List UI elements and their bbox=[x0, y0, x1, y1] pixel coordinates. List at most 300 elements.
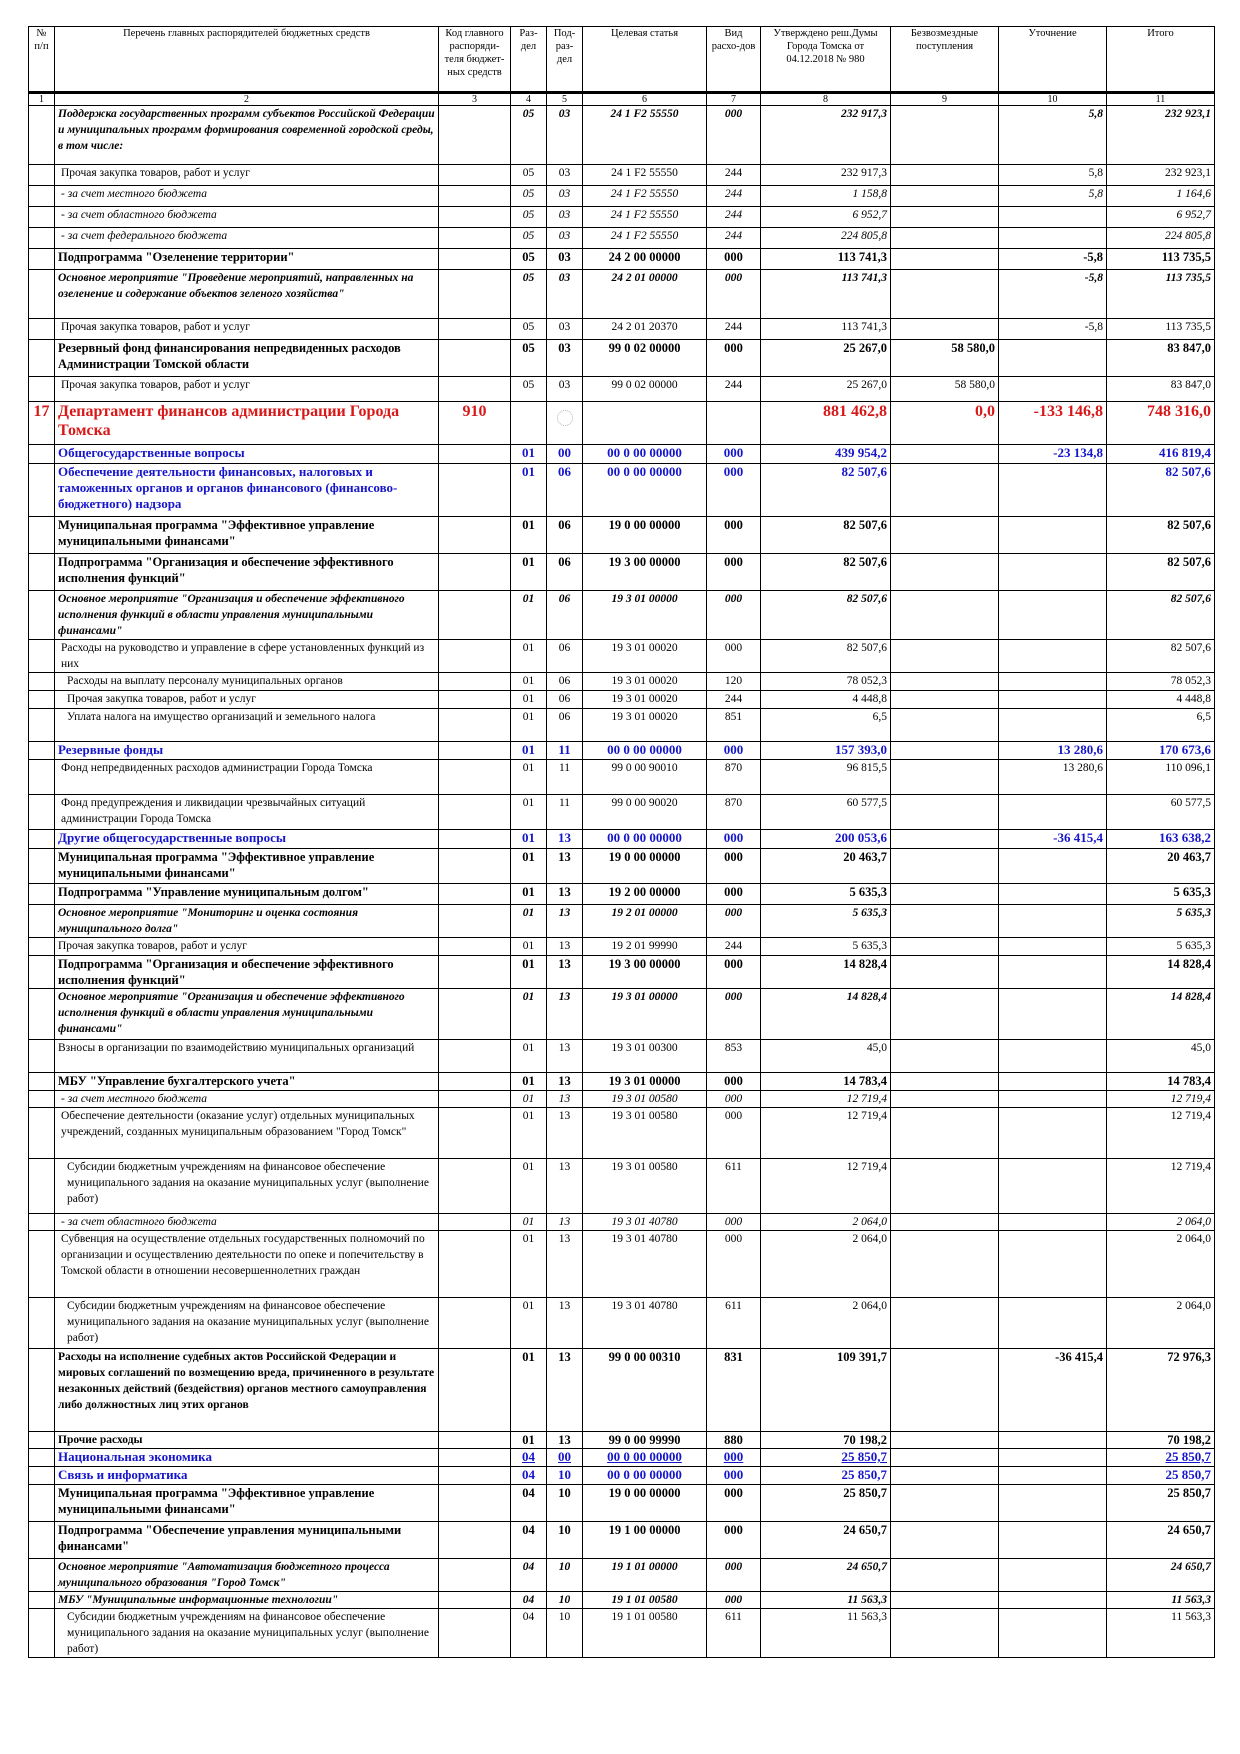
row-code bbox=[439, 228, 511, 249]
row-code bbox=[439, 830, 511, 849]
table-row bbox=[29, 742, 1215, 760]
column-number-row bbox=[29, 93, 1215, 106]
header-code: Код главного распоряди-теля бюджет-ных средств bbox=[439, 27, 511, 93]
table-row bbox=[29, 554, 1215, 591]
row-code bbox=[439, 554, 511, 591]
row-expense-type: 853 bbox=[707, 1040, 761, 1073]
row-expense-type: 244 bbox=[707, 207, 761, 228]
row-code bbox=[439, 849, 511, 884]
row-expense-type: 000 bbox=[707, 849, 761, 884]
row-code bbox=[439, 1091, 511, 1108]
table-row bbox=[29, 1091, 1215, 1108]
row-total: 232 923,1 bbox=[1107, 106, 1215, 165]
row-number bbox=[29, 1108, 55, 1159]
row-total: 14 828,4 bbox=[1107, 989, 1215, 1040]
table-row bbox=[29, 207, 1215, 228]
table-row bbox=[29, 1231, 1215, 1298]
row-subsection: 13 bbox=[547, 905, 583, 938]
row-total: 12 719,4 bbox=[1107, 1108, 1215, 1159]
header-subsection: Под-раз-дел bbox=[547, 27, 583, 93]
row-target-article: 99 0 00 00310 bbox=[583, 1349, 707, 1432]
row-name: Прочая закупка товаров, работ и услуг bbox=[55, 691, 439, 709]
row-expense-type: 000 bbox=[707, 1214, 761, 1231]
row-grants bbox=[891, 742, 999, 760]
row-subsection: 13 bbox=[547, 1040, 583, 1073]
row-expense-type: 000 bbox=[707, 1449, 761, 1467]
row-number bbox=[29, 691, 55, 709]
row-name: - за счет федерального бюджета bbox=[55, 228, 439, 249]
row-adjustment bbox=[999, 1609, 1107, 1658]
row-code bbox=[439, 760, 511, 795]
row-section: 05 bbox=[511, 319, 547, 340]
row-grants bbox=[891, 956, 999, 989]
row-grants bbox=[891, 1449, 999, 1467]
row-number bbox=[29, 760, 55, 795]
row-approved: 96 815,5 bbox=[761, 760, 891, 795]
row-total: 2 064,0 bbox=[1107, 1231, 1215, 1298]
row-name: Поддержка государственных программ субъектов Российской Федерации и муниципальных программ формирования современной городской среды, в том числе: bbox=[55, 106, 439, 165]
row-subsection: 11 bbox=[547, 742, 583, 760]
row-adjustment bbox=[999, 1159, 1107, 1214]
row-grants: 0,0 bbox=[891, 402, 999, 445]
table-row bbox=[29, 340, 1215, 377]
row-grants bbox=[891, 445, 999, 464]
row-target-article: 19 3 01 40780 bbox=[583, 1298, 707, 1349]
row-adjustment bbox=[999, 591, 1107, 640]
row-target-article: 19 1 01 00580 bbox=[583, 1592, 707, 1609]
row-number bbox=[29, 1159, 55, 1214]
row-name: Подпрограмма "Организация и обеспечение эффективного исполнения функций" bbox=[55, 554, 439, 591]
row-code bbox=[439, 1522, 511, 1559]
row-grants bbox=[891, 270, 999, 319]
row-number bbox=[29, 106, 55, 165]
row-name: Взносы в организации по взаимодействию муниципальных организаций bbox=[55, 1040, 439, 1073]
row-subsection: 10 bbox=[547, 1522, 583, 1559]
row-total: 83 847,0 bbox=[1107, 340, 1215, 377]
row-number bbox=[29, 1349, 55, 1432]
row-subsection: 10 bbox=[547, 1609, 583, 1658]
row-total: 224 805,8 bbox=[1107, 228, 1215, 249]
row-grants bbox=[891, 591, 999, 640]
row-name: МБУ "Муниципальные информационные технологии" bbox=[55, 1592, 439, 1609]
row-grants bbox=[891, 1349, 999, 1432]
col-number: 1 bbox=[29, 93, 55, 106]
row-code bbox=[439, 319, 511, 340]
row-number bbox=[29, 640, 55, 673]
row-number bbox=[29, 228, 55, 249]
row-name: Департамент финансов администрации Города Томска bbox=[55, 402, 439, 445]
header-num: № п/п bbox=[29, 27, 55, 93]
row-expense-type: 880 bbox=[707, 1432, 761, 1449]
row-grants bbox=[891, 905, 999, 938]
row-approved: 224 805,8 bbox=[761, 228, 891, 249]
row-number bbox=[29, 905, 55, 938]
row-total: 70 198,2 bbox=[1107, 1432, 1215, 1449]
row-grants bbox=[891, 207, 999, 228]
row-adjustment bbox=[999, 377, 1107, 402]
row-section: 01 bbox=[511, 1214, 547, 1231]
row-approved: 70 198,2 bbox=[761, 1432, 891, 1449]
row-section: 01 bbox=[511, 849, 547, 884]
row-subsection: 11 bbox=[547, 760, 583, 795]
row-target-article: 24 1 F2 55550 bbox=[583, 228, 707, 249]
row-name: Расходы на исполнение судебных актов Российской Федерации и мировых соглашений по возмещению вреда, причиненного в результате незаконных действий (бездействия) органов местного самоуправления либо должностных лиц этих органов bbox=[55, 1349, 439, 1432]
col-number: 10 bbox=[999, 93, 1107, 106]
row-subsection: 13 bbox=[547, 1231, 583, 1298]
row-approved: 5 635,3 bbox=[761, 938, 891, 956]
row-approved: 113 741,3 bbox=[761, 270, 891, 319]
row-section: 01 bbox=[511, 554, 547, 591]
row-grants bbox=[891, 640, 999, 673]
header-total: Итого bbox=[1107, 27, 1215, 93]
row-section: 04 bbox=[511, 1592, 547, 1609]
row-name: Прочая закупка товаров, работ и услуг bbox=[55, 377, 439, 402]
row-section: 01 bbox=[511, 1231, 547, 1298]
row-target-article: 19 1 01 00000 bbox=[583, 1559, 707, 1592]
row-target-article: 24 2 00 00000 bbox=[583, 249, 707, 270]
row-number bbox=[29, 1214, 55, 1231]
row-target-article: 19 2 00 00000 bbox=[583, 884, 707, 905]
row-section: 01 bbox=[511, 1040, 547, 1073]
row-subsection: 06 bbox=[547, 464, 583, 517]
row-approved: 25 850,7 bbox=[761, 1485, 891, 1522]
row-expense-type: 000 bbox=[707, 1108, 761, 1159]
table-row bbox=[29, 464, 1215, 517]
row-total: 11 563,3 bbox=[1107, 1609, 1215, 1658]
row-approved: 25 267,0 bbox=[761, 377, 891, 402]
budget-table bbox=[28, 26, 1215, 1658]
row-expense-type: 000 bbox=[707, 884, 761, 905]
row-section: 05 bbox=[511, 228, 547, 249]
row-expense-type: 000 bbox=[707, 640, 761, 673]
row-adjustment: -5,8 bbox=[999, 319, 1107, 340]
row-total: 163 638,2 bbox=[1107, 830, 1215, 849]
row-grants bbox=[891, 830, 999, 849]
row-code bbox=[439, 464, 511, 517]
col-number: 2 bbox=[55, 93, 439, 106]
row-total: 6 952,7 bbox=[1107, 207, 1215, 228]
row-subsection: 13 bbox=[547, 956, 583, 989]
row-code bbox=[439, 673, 511, 691]
table-row bbox=[29, 1073, 1215, 1091]
row-subsection: 03 bbox=[547, 228, 583, 249]
table-row bbox=[29, 1040, 1215, 1073]
row-number: 17 bbox=[29, 402, 55, 445]
row-adjustment: 13 280,6 bbox=[999, 760, 1107, 795]
row-expense-type: 000 bbox=[707, 742, 761, 760]
row-expense-type: 611 bbox=[707, 1159, 761, 1214]
row-adjustment bbox=[999, 1467, 1107, 1485]
row-name: Прочая закупка товаров, работ и услуг bbox=[55, 319, 439, 340]
row-target-article: 00 0 00 00000 bbox=[583, 445, 707, 464]
row-subsection: 13 bbox=[547, 1091, 583, 1108]
row-subsection: 10 bbox=[547, 1485, 583, 1522]
table-row bbox=[29, 1485, 1215, 1522]
row-expense-type: 870 bbox=[707, 760, 761, 795]
table-row bbox=[29, 673, 1215, 691]
row-code bbox=[439, 1559, 511, 1592]
row-number bbox=[29, 1040, 55, 1073]
row-adjustment bbox=[999, 849, 1107, 884]
row-subsection: 13 bbox=[547, 1432, 583, 1449]
row-expense-type: 000 bbox=[707, 106, 761, 165]
row-adjustment bbox=[999, 1073, 1107, 1091]
header-target: Целевая статья bbox=[583, 27, 707, 93]
row-number bbox=[29, 270, 55, 319]
row-adjustment bbox=[999, 1214, 1107, 1231]
table-row bbox=[29, 1349, 1215, 1432]
row-section: 01 bbox=[511, 445, 547, 464]
header-expense-type: Вид расхо-дов bbox=[707, 27, 761, 93]
row-number bbox=[29, 956, 55, 989]
row-grants bbox=[891, 165, 999, 186]
row-section: 01 bbox=[511, 1108, 547, 1159]
row-expense-type: 000 bbox=[707, 905, 761, 938]
row-adjustment bbox=[999, 517, 1107, 554]
row-adjustment bbox=[999, 795, 1107, 830]
table-row bbox=[29, 1522, 1215, 1559]
row-section: 01 bbox=[511, 1349, 547, 1432]
row-grants bbox=[891, 1559, 999, 1592]
row-name: Прочая закупка товаров, работ и услуг bbox=[55, 938, 439, 956]
row-name: Основное мероприятие "Проведение мероприятий, направленных на озеленение и содержание объектов зеленого хозяйства" bbox=[55, 270, 439, 319]
row-subsection: 13 bbox=[547, 1298, 583, 1349]
row-expense-type: 000 bbox=[707, 1522, 761, 1559]
row-grants bbox=[891, 989, 999, 1040]
row-adjustment bbox=[999, 1091, 1107, 1108]
row-expense-type: 000 bbox=[707, 1559, 761, 1592]
row-approved: 113 741,3 bbox=[761, 319, 891, 340]
row-total: 45,0 bbox=[1107, 1040, 1215, 1073]
row-code bbox=[439, 1298, 511, 1349]
row-adjustment bbox=[999, 938, 1107, 956]
row-number bbox=[29, 517, 55, 554]
row-subsection: 10 bbox=[547, 1467, 583, 1485]
row-total: 12 719,4 bbox=[1107, 1159, 1215, 1214]
row-approved: 82 507,6 bbox=[761, 464, 891, 517]
row-adjustment bbox=[999, 1108, 1107, 1159]
row-adjustment bbox=[999, 207, 1107, 228]
row-adjustment bbox=[999, 340, 1107, 377]
row-expense-type: 244 bbox=[707, 691, 761, 709]
row-number bbox=[29, 1609, 55, 1658]
table-row bbox=[29, 760, 1215, 795]
row-subsection: 10 bbox=[547, 1559, 583, 1592]
row-code bbox=[439, 956, 511, 989]
row-grants bbox=[891, 1522, 999, 1559]
row-expense-type: 244 bbox=[707, 165, 761, 186]
row-expense-type: 244 bbox=[707, 186, 761, 207]
row-target-article: 99 0 00 99990 bbox=[583, 1432, 707, 1449]
row-code bbox=[439, 1073, 511, 1091]
row-code bbox=[439, 1609, 511, 1658]
row-total: 6,5 bbox=[1107, 709, 1215, 742]
row-target-article: 24 1 F2 55550 bbox=[583, 207, 707, 228]
row-grants bbox=[891, 691, 999, 709]
row-expense-type: 000 bbox=[707, 517, 761, 554]
table-row bbox=[29, 445, 1215, 464]
row-target-article: 24 2 01 20370 bbox=[583, 319, 707, 340]
row-number bbox=[29, 249, 55, 270]
table-row bbox=[29, 849, 1215, 884]
row-total: 1 164,6 bbox=[1107, 186, 1215, 207]
row-section bbox=[511, 402, 547, 445]
row-total: 748 316,0 bbox=[1107, 402, 1215, 445]
row-approved: 14 828,4 bbox=[761, 956, 891, 989]
row-grants bbox=[891, 795, 999, 830]
budget-table-sheet bbox=[28, 26, 1215, 1658]
row-name: Другие общегосударственные вопросы bbox=[55, 830, 439, 849]
row-subsection: 13 bbox=[547, 989, 583, 1040]
row-target-article: 19 3 01 00020 bbox=[583, 673, 707, 691]
row-number bbox=[29, 1522, 55, 1559]
row-section: 04 bbox=[511, 1485, 547, 1522]
row-number bbox=[29, 165, 55, 186]
row-section: 01 bbox=[511, 989, 547, 1040]
row-section: 01 bbox=[511, 884, 547, 905]
row-code bbox=[439, 340, 511, 377]
row-number bbox=[29, 673, 55, 691]
table-row bbox=[29, 989, 1215, 1040]
row-number bbox=[29, 1073, 55, 1091]
row-adjustment bbox=[999, 709, 1107, 742]
row-section: 01 bbox=[511, 709, 547, 742]
row-code bbox=[439, 884, 511, 905]
row-approved: 82 507,6 bbox=[761, 554, 891, 591]
col-number: 9 bbox=[891, 93, 999, 106]
row-adjustment bbox=[999, 1231, 1107, 1298]
row-approved: 11 563,3 bbox=[761, 1609, 891, 1658]
row-approved: 232 917,3 bbox=[761, 165, 891, 186]
row-section: 01 bbox=[511, 1159, 547, 1214]
row-grants bbox=[891, 554, 999, 591]
header-row bbox=[29, 27, 1215, 93]
row-grants bbox=[891, 709, 999, 742]
row-number bbox=[29, 1485, 55, 1522]
row-name: Национальная экономика bbox=[55, 1449, 439, 1467]
row-subsection: 13 bbox=[547, 849, 583, 884]
row-total: 2 064,0 bbox=[1107, 1214, 1215, 1231]
row-adjustment bbox=[999, 554, 1107, 591]
table-row bbox=[29, 1449, 1215, 1467]
row-expense-type: 000 bbox=[707, 1231, 761, 1298]
row-grants bbox=[891, 1108, 999, 1159]
row-section: 05 bbox=[511, 377, 547, 402]
row-number bbox=[29, 884, 55, 905]
row-name: Подпрограмма "Организация и обеспечение эффективного исполнения функций" bbox=[55, 956, 439, 989]
row-target-article: 19 3 00 00000 bbox=[583, 554, 707, 591]
row-adjustment bbox=[999, 673, 1107, 691]
row-approved: 113 741,3 bbox=[761, 249, 891, 270]
row-grants bbox=[891, 319, 999, 340]
row-name: - за счет областного бюджета bbox=[55, 1214, 439, 1231]
row-grants bbox=[891, 228, 999, 249]
row-name: Обеспечение деятельности финансовых, налоговых и таможенных органов и органов финансового (финансово-бюджетного) надзора bbox=[55, 464, 439, 517]
row-name: Муниципальная программа "Эффективное управление муниципальными финансами" bbox=[55, 517, 439, 554]
row-total: 232 923,1 bbox=[1107, 165, 1215, 186]
row-subsection: 13 bbox=[547, 884, 583, 905]
row-expense-type: 000 bbox=[707, 1091, 761, 1108]
row-grants bbox=[891, 186, 999, 207]
table-row bbox=[29, 402, 1215, 445]
row-grants bbox=[891, 673, 999, 691]
row-number bbox=[29, 709, 55, 742]
row-approved: 109 391,7 bbox=[761, 1349, 891, 1432]
col-number: 11 bbox=[1107, 93, 1215, 106]
row-target-article: 19 3 01 00580 bbox=[583, 1091, 707, 1108]
row-total: 12 719,4 bbox=[1107, 1091, 1215, 1108]
row-adjustment bbox=[999, 1522, 1107, 1559]
row-name: Фонд предупреждения и ликвидации чрезвычайных ситуаций администрации Города Томска bbox=[55, 795, 439, 830]
row-adjustment: -5,8 bbox=[999, 249, 1107, 270]
row-grants bbox=[891, 517, 999, 554]
row-adjustment: -23 134,8 bbox=[999, 445, 1107, 464]
row-subsection: 03 bbox=[547, 106, 583, 165]
row-total: 25 850,7 bbox=[1107, 1485, 1215, 1522]
row-name: Субвенция на осуществление отдельных государственных полномочий по организации и осуществлению деятельности по опеке и попечительству в Томской области в отношении несовершеннолетних граждан bbox=[55, 1231, 439, 1298]
row-total: 25 850,7 bbox=[1107, 1467, 1215, 1485]
row-name: Муниципальная программа "Эффективное управление муниципальными финансами" bbox=[55, 1485, 439, 1522]
row-code bbox=[439, 989, 511, 1040]
row-expense-type: 851 bbox=[707, 709, 761, 742]
row-approved: 14 783,4 bbox=[761, 1073, 891, 1091]
row-expense-type: 000 bbox=[707, 445, 761, 464]
row-approved: 200 053,6 bbox=[761, 830, 891, 849]
col-number: 6 bbox=[583, 93, 707, 106]
row-adjustment: -36 415,4 bbox=[999, 1349, 1107, 1432]
row-grants bbox=[891, 1073, 999, 1091]
row-subsection: 06 bbox=[547, 709, 583, 742]
row-name: Муниципальная программа "Эффективное управление муниципальными финансами" bbox=[55, 849, 439, 884]
table-row bbox=[29, 377, 1215, 402]
row-adjustment: -5,8 bbox=[999, 270, 1107, 319]
table-row bbox=[29, 956, 1215, 989]
row-name: - за счет местного бюджета bbox=[55, 186, 439, 207]
table-row bbox=[29, 517, 1215, 554]
row-subsection: 13 bbox=[547, 1073, 583, 1091]
row-code bbox=[439, 1349, 511, 1432]
row-subsection: 03 bbox=[547, 319, 583, 340]
row-code bbox=[439, 1040, 511, 1073]
row-approved: 24 650,7 bbox=[761, 1559, 891, 1592]
row-target-article: 19 3 01 00020 bbox=[583, 691, 707, 709]
row-code bbox=[439, 445, 511, 464]
row-adjustment bbox=[999, 1559, 1107, 1592]
row-approved: 4 448,8 bbox=[761, 691, 891, 709]
row-subsection: 13 bbox=[547, 830, 583, 849]
row-code bbox=[439, 1432, 511, 1449]
row-name: Фонд непредвиденных расходов администрации Города Томска bbox=[55, 760, 439, 795]
row-code bbox=[439, 1467, 511, 1485]
row-target-article: 19 3 01 00000 bbox=[583, 1073, 707, 1091]
row-number bbox=[29, 1432, 55, 1449]
row-name: Субсидии бюджетным учреждениям на финансовое обеспечение муниципального задания на оказание муниципальных услуг (выполнение работ) bbox=[55, 1609, 439, 1658]
row-total: 82 507,6 bbox=[1107, 640, 1215, 673]
row-expense-type: 000 bbox=[707, 591, 761, 640]
row-adjustment bbox=[999, 1592, 1107, 1609]
header-section: Раз-дел bbox=[511, 27, 547, 93]
row-code bbox=[439, 1592, 511, 1609]
row-expense-type: 120 bbox=[707, 673, 761, 691]
row-code bbox=[439, 1231, 511, 1298]
row-name: Общегосударственные вопросы bbox=[55, 445, 439, 464]
row-target-article: 00 0 00 00000 bbox=[583, 1449, 707, 1467]
row-approved: 11 563,3 bbox=[761, 1592, 891, 1609]
row-name: Уплата налога на имущество организаций и земельного налога bbox=[55, 709, 439, 742]
row-approved: 12 719,4 bbox=[761, 1108, 891, 1159]
row-target-article: 24 1 F2 55550 bbox=[583, 106, 707, 165]
row-subsection: 03 bbox=[547, 249, 583, 270]
